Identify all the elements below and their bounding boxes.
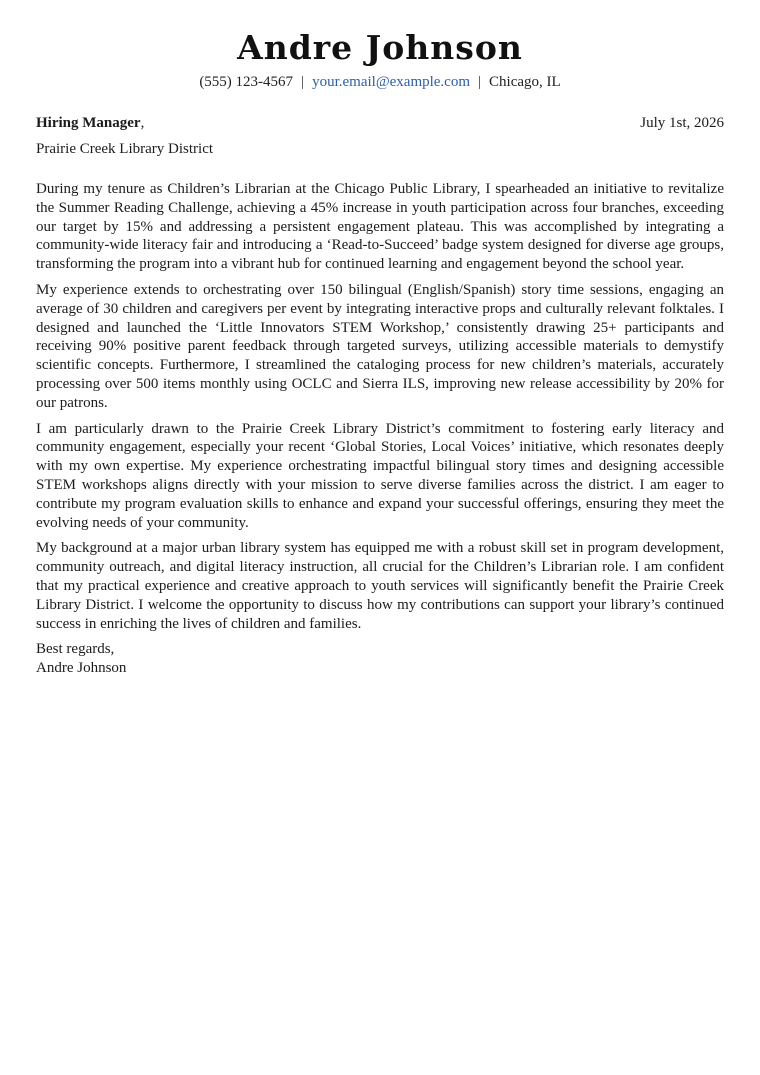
contact-separator: | [301, 74, 305, 90]
contact-line [0, 73, 760, 92]
phone-number: (555) 123-4567 [199, 74, 294, 90]
body-paragraph: My experience extends to orchestrating over 150 bilingual (English/Spanish) story time sessions, engaging an average of 30 children and caregivers per event by integrating interactive props and culturally relevant folktales. I designed and launched the ‘Little Innovators STEM Workshop,’ consistently drawing 25+ participants and receiving 90% positive parent feedback through targeted surveys, utilizing accessible materials to demystify scientific concepts. Furthermore, I streamlined the cataloging process for new children’s materials, accurately processing over 500 items monthly using OCLC and Sierra ILS, improving new release accessibility by 20% for our patrons. [36, 281, 724, 411]
body-paragraph: During my tenure as Children’s Librarian at the Chicago Public Library, I spearheaded an initiative to revitalize the Summer Reading Challenge, achieving a 45% increase in youth participation across four branches, exceeding our target by 15% and addressing a persistent engagement plateau. This was accomplished by integrating a community-wide literacy fair and introducing a ‘Read-to-Succeed’ badge system designed for diverse age groups, transforming the program into a vibrant hub for continued learning and engagement beyond the school year. [36, 181, 724, 273]
body-paragraph: I am particularly drawn to the Prairie Creek Library District’s commitment to fostering early literacy and community engagement, especially your recent ‘Global Stories, Local Voices’ initiative, which resonates deeply with my own expertise. My experience orchestrating impactful bilingual story times and designing accessible STEM workshops aligns directly with your mission to serve diverse families across the district. I am eager to contribute my program evaluation skills to enhance and expand your successful offerings, ensuring they meet the evolving needs of your community. [36, 420, 724, 531]
recipient-line [36, 114, 144, 133]
recipient-title: Hiring Manager [36, 115, 141, 131]
applicant-name: Andre Johnson [237, 28, 523, 67]
body-paragraph: My background at a major urban library system has equipped me with a robust skill set in program development, community outreach, and digital literacy instruction, all crucial for the Children’s Librarian role. I am confident that my practical experience and creative approach to youth services will significantly benefit the Prairie Creek Library District. I welcome the opportunity to discuss how my contributions can support your library’s continued success in enriching the lives of children and families. [36, 540, 724, 632]
closing-block [36, 640, 724, 678]
closing-signature: Andre Johnson [36, 660, 127, 677]
closing-salutation: Best regards, [36, 641, 115, 658]
recipient-organization: Prairie Creek Library District [36, 141, 214, 157]
letter-date: July 1st, 2026 [640, 115, 724, 131]
email-link[interactable]: your.email@example.com [312, 74, 471, 90]
contact-separator: | [478, 74, 482, 90]
location: Chicago, IL [489, 74, 561, 90]
recipient-title-suffix: , [140, 115, 145, 131]
letter-body [36, 180, 724, 678]
